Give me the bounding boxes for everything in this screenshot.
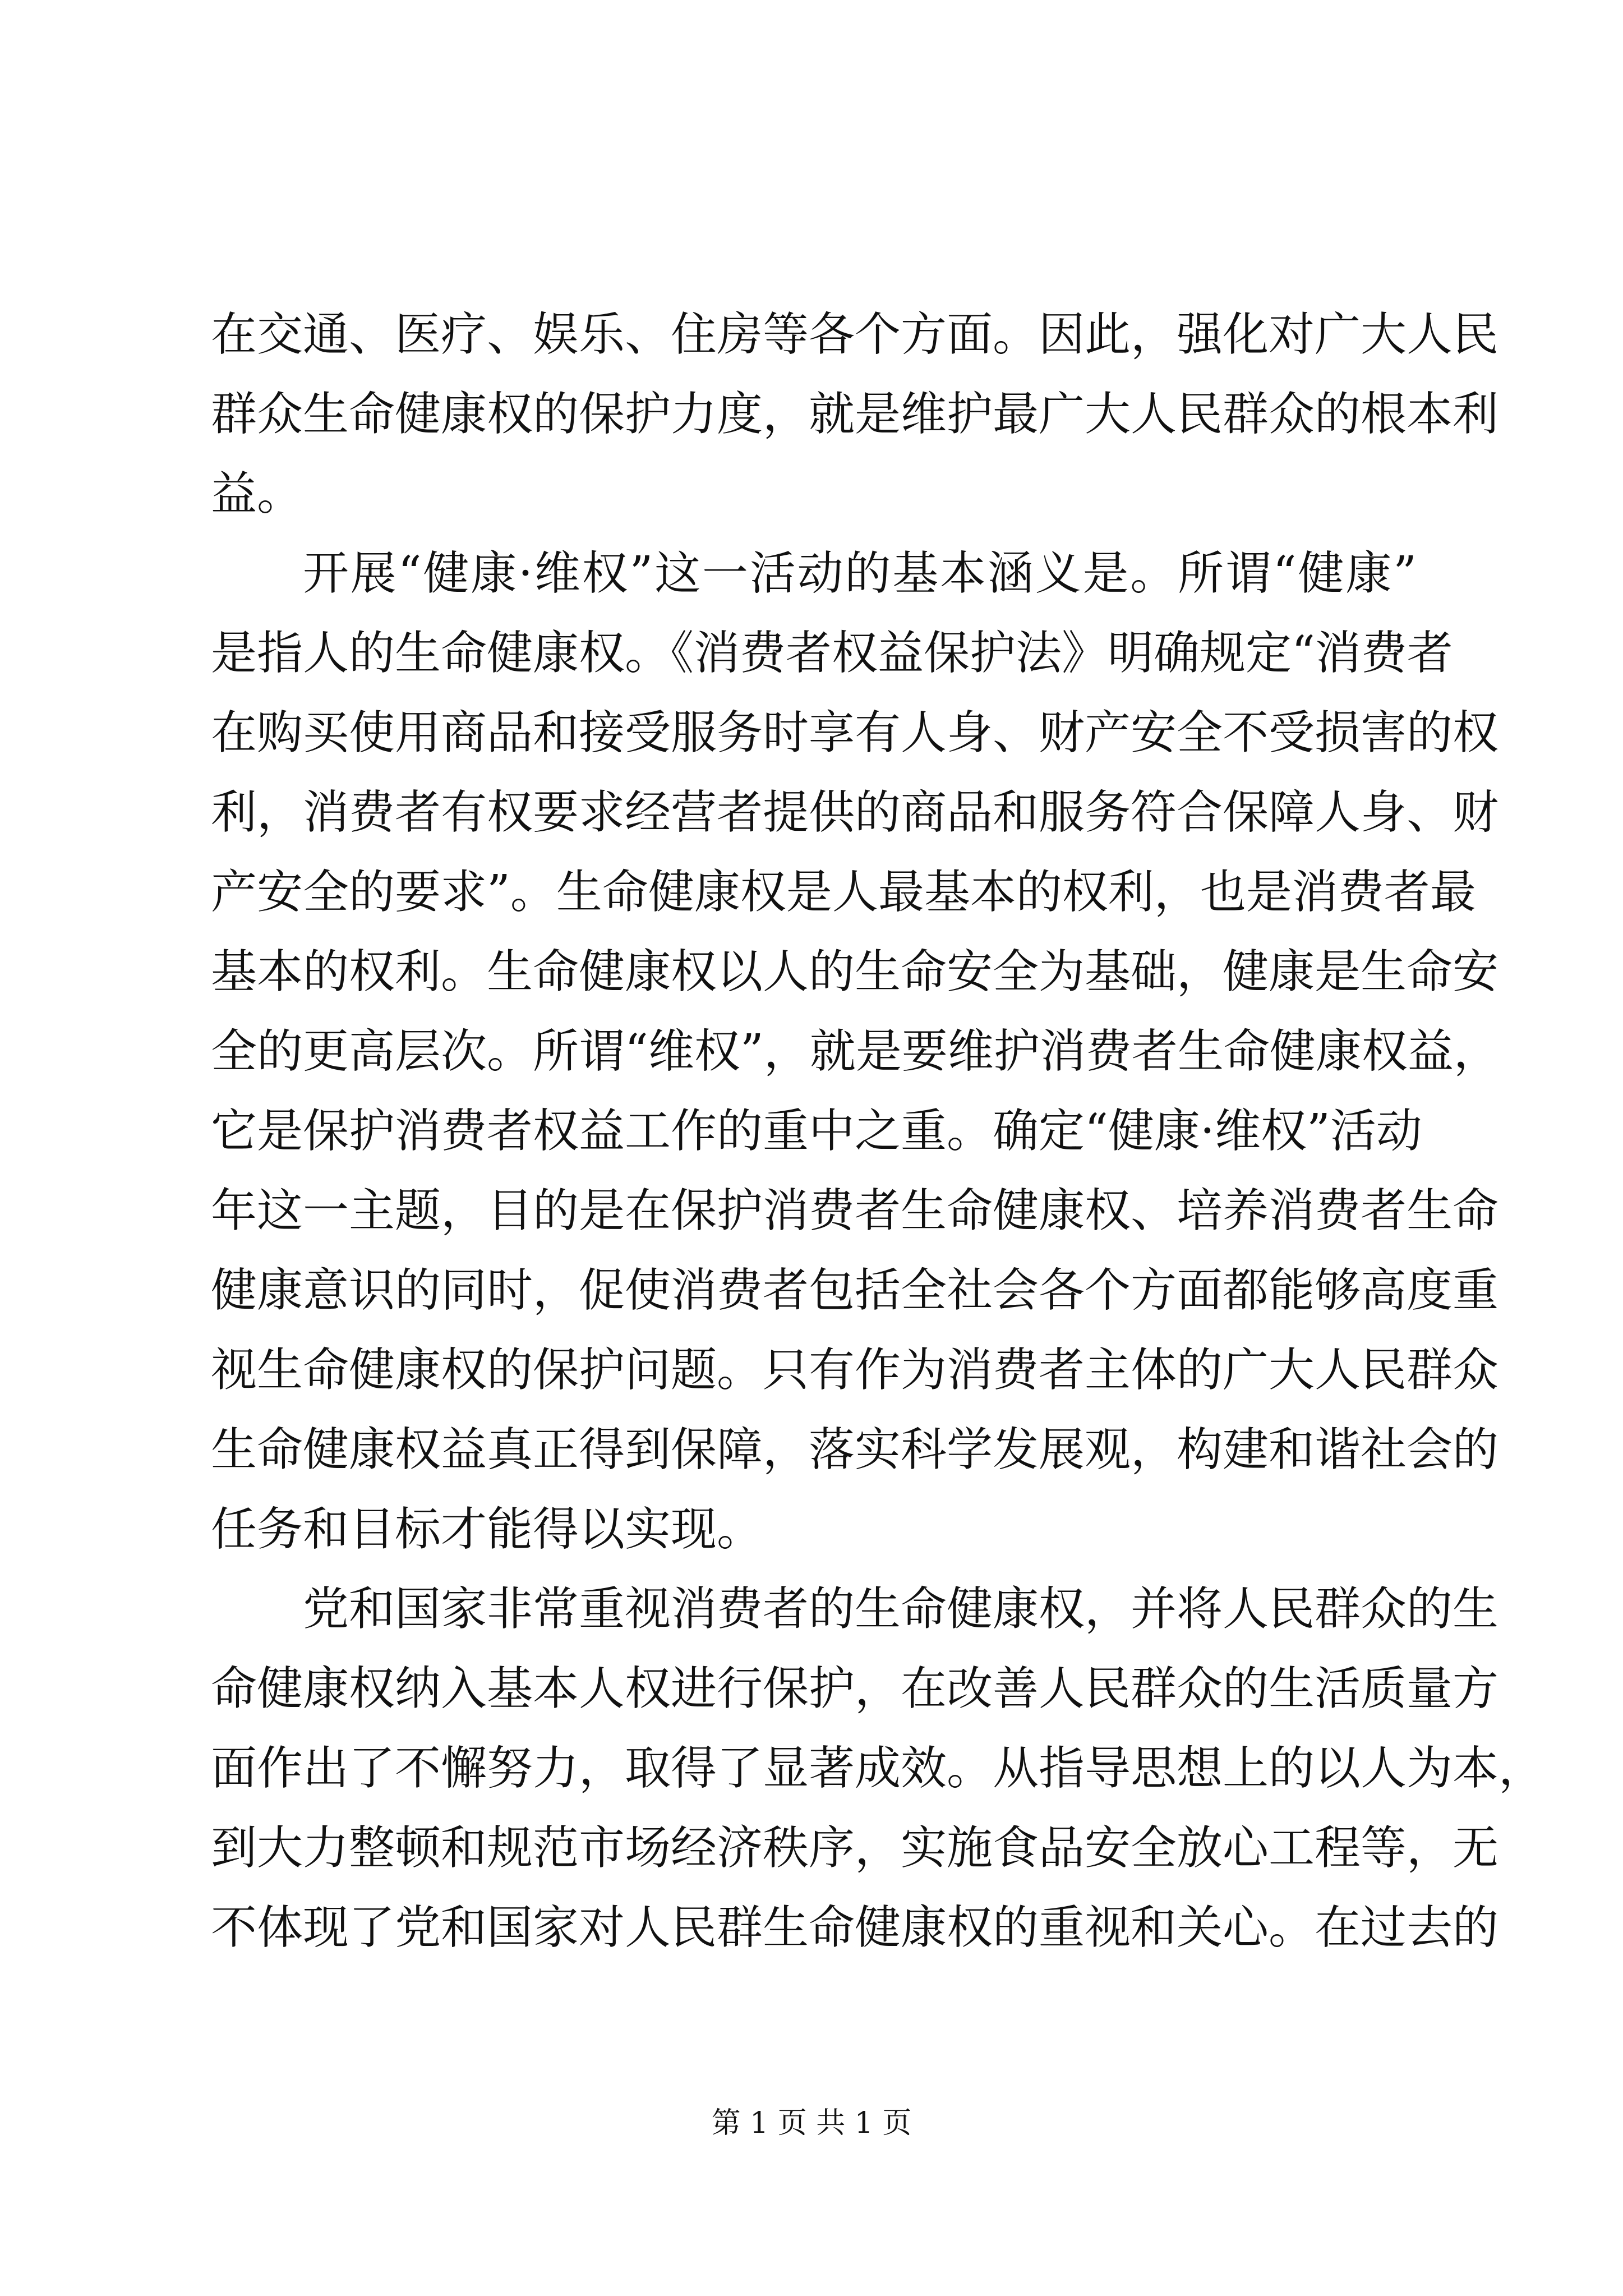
text-line: 健康意识的同时，促使消费者包括全社会各个方面都能够高度重 [211,1264,1499,1317]
text-line: 开展“健康·维权”这一活动的基本涵义是。所谓“健康” [303,547,1417,600]
text-line: 任务和目标才能得以实现。 [211,1503,763,1556]
text-line: 全的更高层次。所谓“维权”，就是要维护消费者生命健康权益， [211,1025,1500,1078]
text-line: 不体现了党和国家对人民群生命健康权的重视和关心。在过去的 [211,1901,1499,1954]
document-body [211,295,1545,1968]
text-line: 益。 [211,467,303,521]
text-line: 利，消费者有权要求经营者提供的商品和服务符合保障人身、财 [211,786,1499,839]
text-line: 命健康权纳入基本人权进行保护，在改善人民群众的生活质量方 [211,1662,1499,1715]
text-line: 年这一主题，目的是在保护消费者生命健康权、培养消费者生命 [211,1184,1499,1237]
page-number-footer: 第 1 页 共 1 页 [711,2106,912,2140]
text-line: 在购买使用商品和接受服务时享有人身、财产安全不受损害的权 [211,706,1499,760]
text-line: 基本的权利。生命健康权以人的生命安全为基础，健康是生命安 [211,945,1499,999]
text-line: 在交通、医疗、娱乐、住房等各个方面。因此，强化对广大人民 [211,308,1499,361]
text-line: 群众生命健康权的保护力度，就是维护最广大人民群众的根本利 [211,388,1499,441]
text-line: 生命健康权益真正得到保障，落实科学发展观，构建和谐社会的 [211,1423,1499,1476]
text-line: 党和国家非常重视消费者的生命健康权，并将人民群众的生 [303,1582,1499,1636]
text-line: 产安全的要求”。生命健康权是人最基本的权利，也是消费者最 [211,866,1476,919]
text-line: 是指人的生命健康权。《消费者权益保护法》明确规定“消费者 [211,627,1453,680]
text-line: 面作出了不懈努力，取得了显著成效。从指导思想上的以人为本， [211,1742,1545,1795]
text-line: 到大力整顿和规范市场经济秩序，实施食品安全放心工程等，无 [211,1821,1499,1875]
text-line: 它是保护消费者权益工作的重中之重。确定“健康·维权”活动 [211,1105,1422,1158]
text-line: 视生命健康权的保护问题。只有作为消费者主体的广大人民群众 [211,1343,1499,1397]
